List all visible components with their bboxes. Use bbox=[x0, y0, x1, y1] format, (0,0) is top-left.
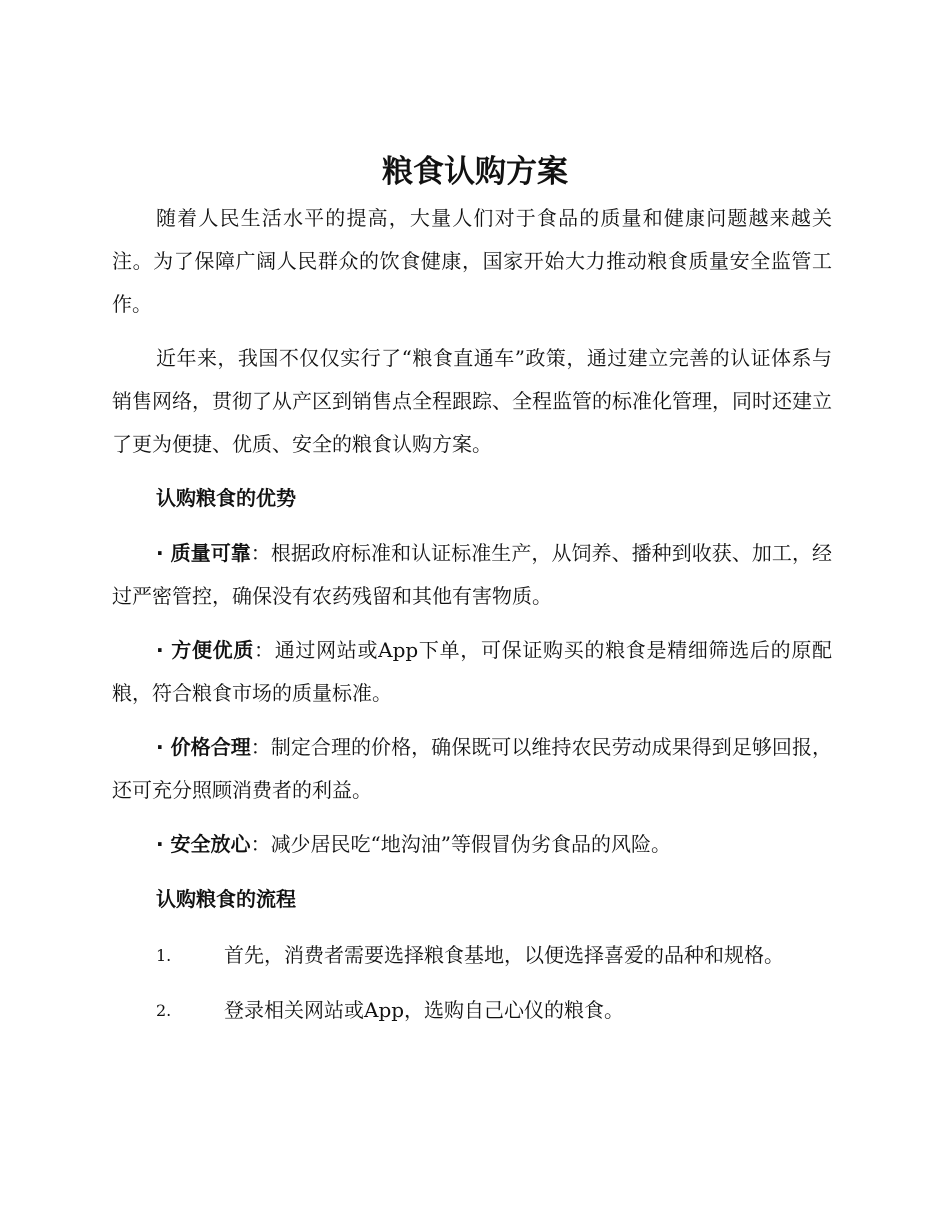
advantage-item bbox=[112, 823, 832, 866]
step-number: 1. bbox=[156, 946, 172, 965]
advantage-item bbox=[112, 629, 832, 715]
advantage-item bbox=[112, 726, 832, 812]
intro-paragraph: 随着人民生活水平的提高，大量人们对于食品的质量和健康问题越来越关注。为了保障广阔人民群众的饮食健康，国家开始大力推动粮食质量安全监管工作。 bbox=[112, 206, 832, 316]
advantage-separator: ： bbox=[250, 541, 271, 565]
advantage-text: 减少居民吃“地沟油”等假冒伪劣食品的风险。 bbox=[270, 832, 672, 856]
advantage-separator: ： bbox=[254, 638, 275, 662]
advantages-heading: 认购粮食的优势 bbox=[156, 486, 296, 510]
step-text: 登录相关网站或App，选购自己心仪的粮食。 bbox=[224, 998, 625, 1022]
advantage-text: 根据政府标准和认证标准生产，从饲养、播种到收获、加工，经过严密管控，确保没有农药残留和其他有害物质。 bbox=[112, 541, 833, 608]
advantage-label: · 质量可靠 bbox=[156, 541, 251, 565]
advantage-label: · 价格合理 bbox=[156, 735, 251, 759]
step-number: 2. bbox=[156, 1001, 172, 1020]
document-title: 粮食认购方案 bbox=[382, 154, 568, 190]
advantage-item bbox=[112, 532, 832, 618]
advantage-separator: ： bbox=[250, 832, 271, 856]
advantage-label: · 安全放心 bbox=[156, 832, 251, 856]
intro-paragraph: 近年来，我国不仅仅实行了“粮食直通车”政策，通过建立完善的认证体系与销售网络，贯彻了从产区到销售点全程跟踪、全程监管的标准化管理，同时还建立了更为便捷、优质、安全的粮食认购方案。 bbox=[112, 346, 832, 456]
advantage-label: · 方便优质 bbox=[156, 638, 255, 662]
advantage-text: 通过网站或App下单，可保证购买的粮食是精细筛选后的原配粮，符合粮食市场的质量标准。 bbox=[112, 638, 833, 705]
process-heading: 认购粮食的流程 bbox=[156, 887, 296, 911]
advantage-text: 制定合理的价格，确保既可以维持农民劳动成果得到足够回报，还可充分照顾消费者的利益。 bbox=[112, 735, 833, 802]
advantage-separator: ： bbox=[250, 735, 271, 759]
step-text: 首先，消费者需要选择粮食基地，以便选择喜爱的品种和规格。 bbox=[224, 943, 784, 967]
